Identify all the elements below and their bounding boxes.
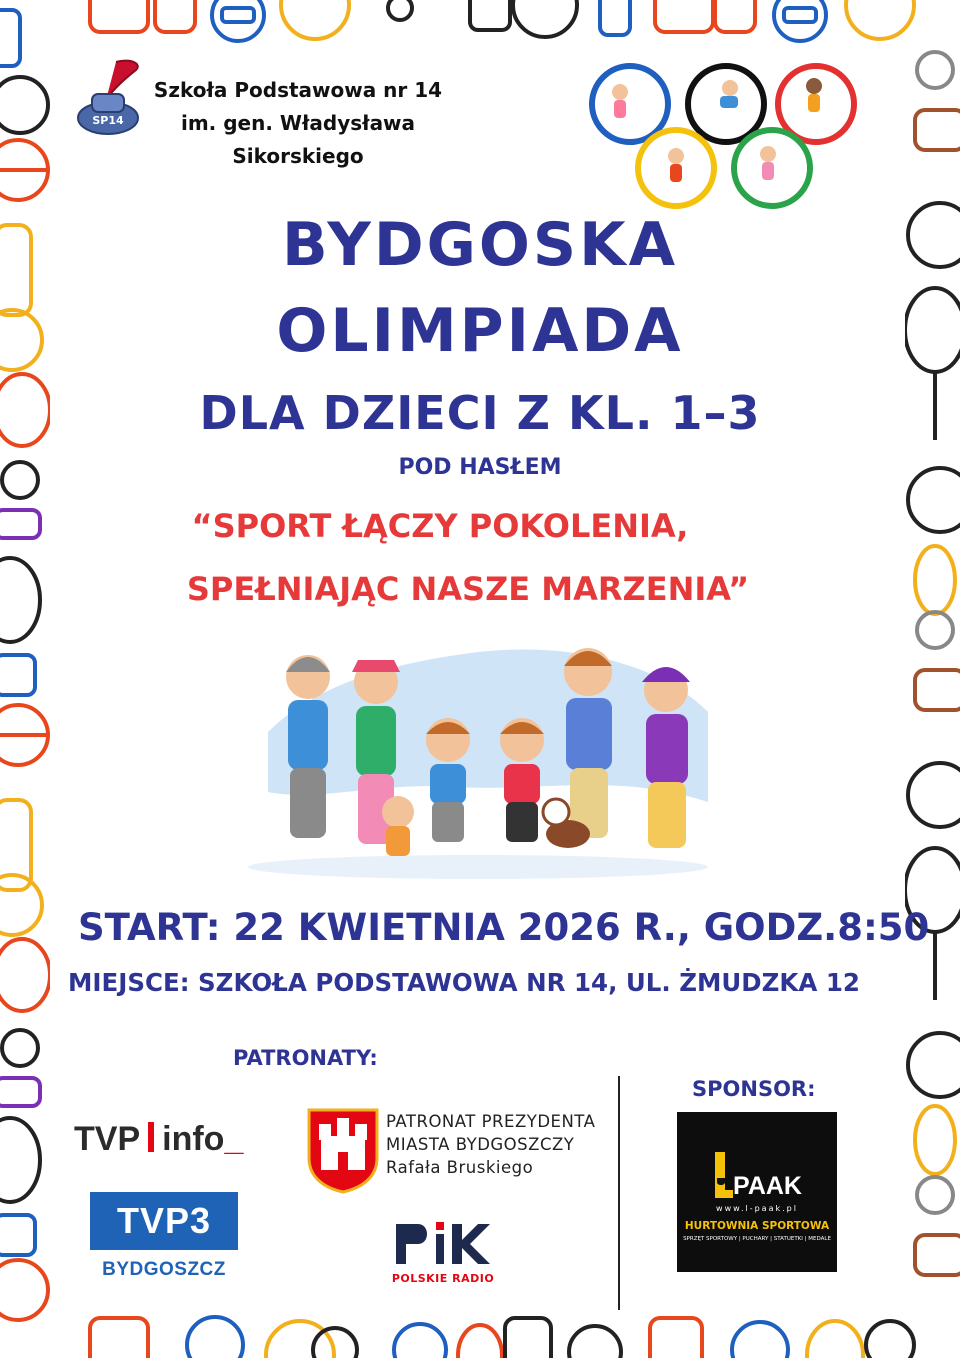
tvp-info-underscore: _: [224, 1120, 244, 1158]
paak-url: www.l-paak.pl: [716, 1204, 798, 1213]
president-line: PATRONAT PREZYDENTA: [386, 1112, 596, 1131]
slogan-line-1: “SPORT ŁĄCZY POKOLENIA,: [191, 507, 689, 545]
school-logo-text: SP14: [92, 114, 124, 127]
sponsor-label: SPONSOR:: [692, 1077, 816, 1101]
subtitle-classes: DLA DZIECI Z KL. 1–3: [199, 386, 761, 440]
tvp-info-tvp: TVP: [74, 1120, 141, 1158]
president-patronage: [386, 1110, 595, 1179]
pik-radio-logo-icon: [392, 1220, 492, 1266]
school-name: [138, 74, 458, 173]
pik-subtitle: POLSKIE RADIO: [391, 1272, 495, 1285]
tvp-info-info: info: [162, 1120, 225, 1158]
president-line: Rafała Bruskiego: [386, 1158, 534, 1177]
title-olimpiada: OLIMPIADA: [276, 296, 684, 366]
bydgoszcz-coat-of-arms-icon: [305, 1106, 381, 1194]
boy-figure: [426, 718, 470, 842]
patronage-label: PATRONATY:: [233, 1046, 378, 1070]
president-line: MIASTA BYDGOSZCZY: [386, 1135, 575, 1154]
tvp-info-logo: [74, 1120, 243, 1159]
title-bydgoska: BYDGOSKA: [281, 210, 679, 280]
father-figure: [564, 648, 612, 838]
paak-brand: PAAK: [733, 1172, 802, 1200]
tvp3-city: BYDGOSZCZ: [102, 1259, 226, 1280]
tvp-info-bar: [148, 1122, 154, 1152]
tvp3-logo-text: TVP3: [116, 1200, 212, 1241]
olympic-rings-icon: [588, 62, 864, 220]
girl-figure: [500, 718, 544, 842]
paak-details: SPRZĘT SPORTOWY | PUCHARY | STATUETKI | MEDALE: [683, 1236, 831, 1242]
running-family-illustration: [238, 622, 724, 884]
blue-ring: [592, 66, 668, 142]
vertical-divider: [618, 1076, 620, 1310]
slogan-line-2: SPEŁNIAJĄC NASZE MARZENIA”: [186, 570, 750, 608]
tvp3-logo: [90, 1192, 238, 1250]
paak-tagline: HURTOWNIA SPORTOWA: [684, 1220, 830, 1232]
school-name-line: im. gen. Władysława: [180, 111, 416, 135]
grandpa-figure: [286, 655, 330, 838]
mother-figure: [642, 667, 690, 848]
motto-intro: POD HASŁEM: [398, 455, 562, 480]
school-logo-inkwell-icon: [72, 58, 144, 140]
school-name-line: Sikorskiego: [232, 144, 364, 168]
event-start: START: 22 KWIETNIA 2026 R., GODZ.8:50: [78, 906, 930, 949]
event-place: MIEJSCE: SZKOŁA PODSTAWOWA NR 14, UL. ŻMUDZKA 12: [68, 968, 860, 997]
paak-sponsor-logo: [677, 1112, 837, 1272]
school-name-line: Szkoła Podstawowa nr 14: [153, 78, 443, 102]
